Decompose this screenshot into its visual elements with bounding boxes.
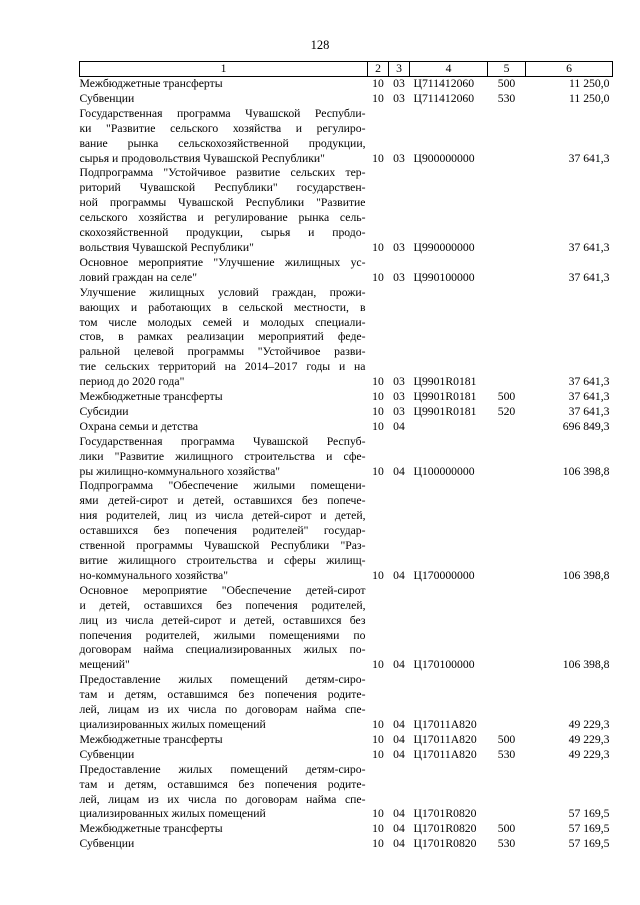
row-subsection: 04 xyxy=(393,464,405,478)
header-col-3: 3 xyxy=(389,62,410,77)
table-row xyxy=(80,77,613,92)
row-name xyxy=(80,748,368,763)
table-header xyxy=(80,62,613,77)
row-name-line: Субвенции xyxy=(79,747,135,761)
row-name-line: но-коммунального хозяйства" xyxy=(79,568,229,582)
row-subsection: 04 xyxy=(393,658,405,672)
row-name-line: ловий граждан на селе" xyxy=(79,270,198,284)
table-row xyxy=(80,479,613,583)
row-name-line: период до 2020 года" xyxy=(79,375,185,389)
table-row xyxy=(80,420,613,435)
row-target-article: Ц711412060 xyxy=(413,77,475,90)
header-col-2: 2 xyxy=(368,62,389,77)
table-row xyxy=(80,584,613,673)
row-subsection: 04 xyxy=(393,837,405,851)
row-subsection: 04 xyxy=(393,807,405,821)
row-subsection: 03 xyxy=(393,270,405,284)
row-name xyxy=(80,435,368,480)
row-section: 10 xyxy=(372,747,384,761)
table-row xyxy=(80,748,613,763)
row-amount: 49 229,3 xyxy=(568,747,610,761)
row-section: 10 xyxy=(372,717,384,731)
table-row xyxy=(80,405,613,420)
row-amount: 696 849,3 xyxy=(562,419,610,433)
row-name xyxy=(80,837,368,852)
row-name-line: сельского хозяйства и регулирование рынка сель- xyxy=(79,211,366,225)
row-name-line: Подпрограмма "Обеспечение жилыми помещени- xyxy=(79,479,366,493)
row-subsection: 03 xyxy=(393,77,405,90)
row-target-article: Ц9901R0181 xyxy=(413,390,477,404)
row-section: 10 xyxy=(372,375,384,389)
row-amount: 106 398,8 xyxy=(562,568,610,582)
row-name-line: стов, в рамках реализации мероприятий феде- xyxy=(79,330,366,344)
header-col-1: 1 xyxy=(80,62,368,77)
table-row xyxy=(80,92,613,107)
table-row xyxy=(80,837,613,852)
table-row xyxy=(80,286,613,390)
row-name-line: Субвенции xyxy=(79,837,135,851)
row-expense-type xyxy=(488,286,526,390)
row-target-article: Ц170100000 xyxy=(413,658,475,672)
row-section: 10 xyxy=(372,91,384,105)
row-section: 10 xyxy=(372,822,384,836)
row-name xyxy=(80,479,368,583)
row-name-line: ральной целевой программы "Устойчивое разви- xyxy=(79,345,366,359)
row-name-line: Государственная программа Чувашской Республи- xyxy=(79,106,366,120)
row-name-line: вольствия Чувашской Республики" xyxy=(79,240,254,254)
row-name-line: вающих и работающих в сельской местности, в xyxy=(79,300,366,314)
header-col-5: 5 xyxy=(488,62,526,77)
row-name-line: Субвенции xyxy=(79,91,135,105)
row-name xyxy=(80,763,368,823)
row-amount: 106 398,8 xyxy=(562,464,610,478)
row-name-line: Межбюджетные трансферты xyxy=(79,822,223,836)
row-name-line: риторий Чувашской Республики" государствен- xyxy=(79,181,366,195)
row-expense-type xyxy=(488,479,526,583)
row-target-article: Ц990100000 xyxy=(413,270,475,284)
row-name-line: там и детям, оставшимся без попечения родите- xyxy=(79,777,366,791)
header-col-6: 6 xyxy=(526,62,613,77)
row-name xyxy=(80,286,368,390)
table-row xyxy=(80,390,613,405)
row-name xyxy=(80,166,368,255)
row-subsection: 03 xyxy=(393,151,405,165)
row-expense-type: 530 xyxy=(497,91,516,105)
row-name-line: сырья и продовольствия Чувашской Республики" xyxy=(79,151,325,165)
budget-table xyxy=(79,61,613,852)
row-section: 10 xyxy=(372,390,384,404)
row-name-line: лиц из числа детей-сирот и детей, оставшихся без xyxy=(79,613,366,627)
row-name-line: Государственная программа Чувашской Респуб- xyxy=(79,434,366,448)
row-target-article: Ц1701R0820 xyxy=(413,822,477,836)
row-target-article: Ц9901R0181 xyxy=(413,375,477,389)
row-name-line: Основное мероприятие "Обеспечение детей-сирот xyxy=(79,583,366,597)
row-name-line: там и детям, оставшимся без попечения родите- xyxy=(79,688,366,702)
row-expense-type xyxy=(488,763,526,823)
row-name xyxy=(80,673,368,733)
row-name-line: ки "Развитие сельского хозяйства и регулиро- xyxy=(79,121,366,135)
row-name xyxy=(80,822,368,837)
row-expense-type: 500 xyxy=(497,732,516,746)
row-amount: 37 641,3 xyxy=(568,404,610,418)
row-expense-type: 500 xyxy=(497,822,516,836)
row-name-line: и детей, оставшихся без попечения родителей, xyxy=(79,598,366,612)
row-section: 10 xyxy=(372,419,384,433)
row-name-line: лики "Развитие жилищного строительства и сфе- xyxy=(79,449,366,463)
row-expense-type xyxy=(488,435,526,480)
row-target-article: Ц100000000 xyxy=(413,464,475,478)
row-target-article: Ц711412060 xyxy=(413,91,475,105)
table-row xyxy=(80,733,613,748)
table-row xyxy=(80,822,613,837)
row-amount: 57 169,5 xyxy=(568,837,610,851)
row-subsection: 04 xyxy=(393,419,405,433)
page-number: 128 xyxy=(310,38,330,52)
row-amount: 37 641,3 xyxy=(568,151,610,165)
row-name-line: оставшихся без попечения родителей" государ- xyxy=(79,524,366,538)
table-row xyxy=(80,166,613,255)
row-name-line: договорам найма специализированных жилых по- xyxy=(79,643,366,657)
row-name-line: ния родителей, лиц из числа детей-сирот и детей, xyxy=(79,509,366,523)
row-name-line: Предоставление жилых помещений детям-сиро- xyxy=(79,762,366,776)
row-section: 10 xyxy=(372,77,384,90)
row-name-line: Межбюджетные трансферты xyxy=(79,390,223,404)
row-amount: 49 229,3 xyxy=(568,732,610,746)
row-name xyxy=(80,92,368,107)
row-subsection: 04 xyxy=(393,747,405,761)
row-name-line: вание рынка сельскохозяйственной продукции, xyxy=(79,136,366,150)
row-subsection: 03 xyxy=(393,375,405,389)
row-name-line: том числе молодых семей и молодых специали- xyxy=(79,315,366,329)
row-subsection: 03 xyxy=(393,91,405,105)
row-target-article: Ц990000000 xyxy=(413,240,475,254)
row-expense-type xyxy=(488,673,526,733)
row-name-line: Предоставление жилых помещений детям-сиро- xyxy=(79,673,366,687)
row-name-line: ры жилищно-коммунального хозяйства" xyxy=(79,464,281,478)
row-target-article: Ц17011А820 xyxy=(413,747,477,761)
row-name-line: мещений" xyxy=(79,658,130,672)
row-target-article: Ц17011А820 xyxy=(413,717,477,731)
row-subsection: 03 xyxy=(393,390,405,404)
row-amount: 11 250,0 xyxy=(569,77,610,90)
row-amount: 49 229,3 xyxy=(568,717,610,731)
row-section: 10 xyxy=(372,807,384,821)
row-subsection: 04 xyxy=(393,717,405,731)
row-name xyxy=(80,77,368,92)
row-expense-type xyxy=(488,256,526,286)
row-target-article xyxy=(410,420,488,435)
row-section: 10 xyxy=(372,732,384,746)
row-expense-type xyxy=(488,584,526,673)
row-target-article: Ц17011А820 xyxy=(413,732,477,746)
row-name-line: циализированных жилых помещений xyxy=(79,717,266,731)
row-target-article: Ц900000000 xyxy=(413,151,475,165)
row-expense-type: 500 xyxy=(497,77,516,90)
row-name-line: Подпрограмма "Устойчивое развитие сельских тер- xyxy=(79,166,366,180)
row-amount: 37 641,3 xyxy=(568,390,610,404)
row-subsection: 03 xyxy=(393,240,405,254)
row-amount: 37 641,3 xyxy=(568,240,610,254)
row-section: 10 xyxy=(372,151,384,165)
row-section: 10 xyxy=(372,658,384,672)
row-name-line: Основное мероприятие "Улучшение жилищных ус- xyxy=(79,255,366,269)
row-name-line: ями детей-сирот и детей, оставшихся без попече- xyxy=(79,494,366,508)
row-name-line: Межбюджетные трансферты xyxy=(79,732,223,746)
row-name xyxy=(80,584,368,673)
row-name-line: Субсидии xyxy=(79,404,129,418)
row-section: 10 xyxy=(372,240,384,254)
row-section: 10 xyxy=(372,270,384,284)
row-name-line: лей, лицам из их числа по договорам найма спе- xyxy=(79,792,366,806)
row-subsection: 03 xyxy=(393,404,405,418)
row-expense-type xyxy=(488,420,526,435)
row-subsection: 04 xyxy=(393,568,405,582)
table-row xyxy=(80,763,613,823)
row-target-article: Ц9901R0181 xyxy=(413,404,477,418)
row-subsection: 04 xyxy=(393,732,405,746)
header-col-4: 4 xyxy=(410,62,488,77)
table-body xyxy=(80,77,613,853)
table-row xyxy=(80,256,613,286)
table-row xyxy=(80,435,613,480)
row-section: 10 xyxy=(372,568,384,582)
row-name-line: Межбюджетные трансферты xyxy=(79,77,223,90)
row-amount: 57 169,5 xyxy=(568,807,610,821)
row-name xyxy=(80,405,368,420)
row-name xyxy=(80,390,368,405)
row-name-line: ной программы Чувашской Республики "Развитие xyxy=(79,196,366,210)
row-amount: 106 398,8 xyxy=(562,658,610,672)
row-target-article: Ц1701R0820 xyxy=(413,837,477,851)
row-name xyxy=(80,256,368,286)
row-expense-type: 530 xyxy=(497,747,516,761)
row-expense-type: 520 xyxy=(497,404,516,418)
table-row xyxy=(80,107,613,167)
row-name-line: попечения родителей, жилыми помещениями по xyxy=(79,628,366,642)
row-expense-type: 530 xyxy=(497,837,516,851)
row-name-line: Улучшение жилищных условий граждан, прожи- xyxy=(79,285,366,299)
row-section: 10 xyxy=(372,404,384,418)
row-name-line: витие жилищного строительства и сферы жилищ- xyxy=(79,554,366,567)
row-section: 10 xyxy=(372,464,384,478)
row-expense-type xyxy=(488,166,526,255)
row-name-line: лей, лицам из их числа по договорам найма спе- xyxy=(79,703,366,717)
row-name-line: ственной программы Чувашской Республики "Раз- xyxy=(79,539,366,553)
row-name-line: тие сельских территорий на 2014–2017 годы и на xyxy=(79,360,366,374)
row-name-line: скохозяйственной продукции, сырья и продо- xyxy=(79,226,366,240)
row-name xyxy=(80,420,368,435)
row-subsection: 04 xyxy=(393,822,405,836)
row-expense-type: 500 xyxy=(497,390,516,404)
row-amount: 37 641,3 xyxy=(568,270,610,284)
row-amount: 57 169,5 xyxy=(568,822,610,836)
row-target-article: Ц170000000 xyxy=(413,568,475,582)
row-name-line: циализированных жилых помещений xyxy=(79,807,266,821)
row-amount: 11 250,0 xyxy=(569,91,610,105)
row-amount: 37 641,3 xyxy=(568,375,610,389)
row-section: 10 xyxy=(372,837,384,851)
row-name-line: Охрана семьи и детства xyxy=(79,419,199,433)
table-row xyxy=(80,673,613,733)
row-name xyxy=(80,107,368,167)
row-name xyxy=(80,733,368,748)
row-target-article: Ц1701R0820 xyxy=(413,807,477,821)
row-expense-type xyxy=(488,107,526,167)
